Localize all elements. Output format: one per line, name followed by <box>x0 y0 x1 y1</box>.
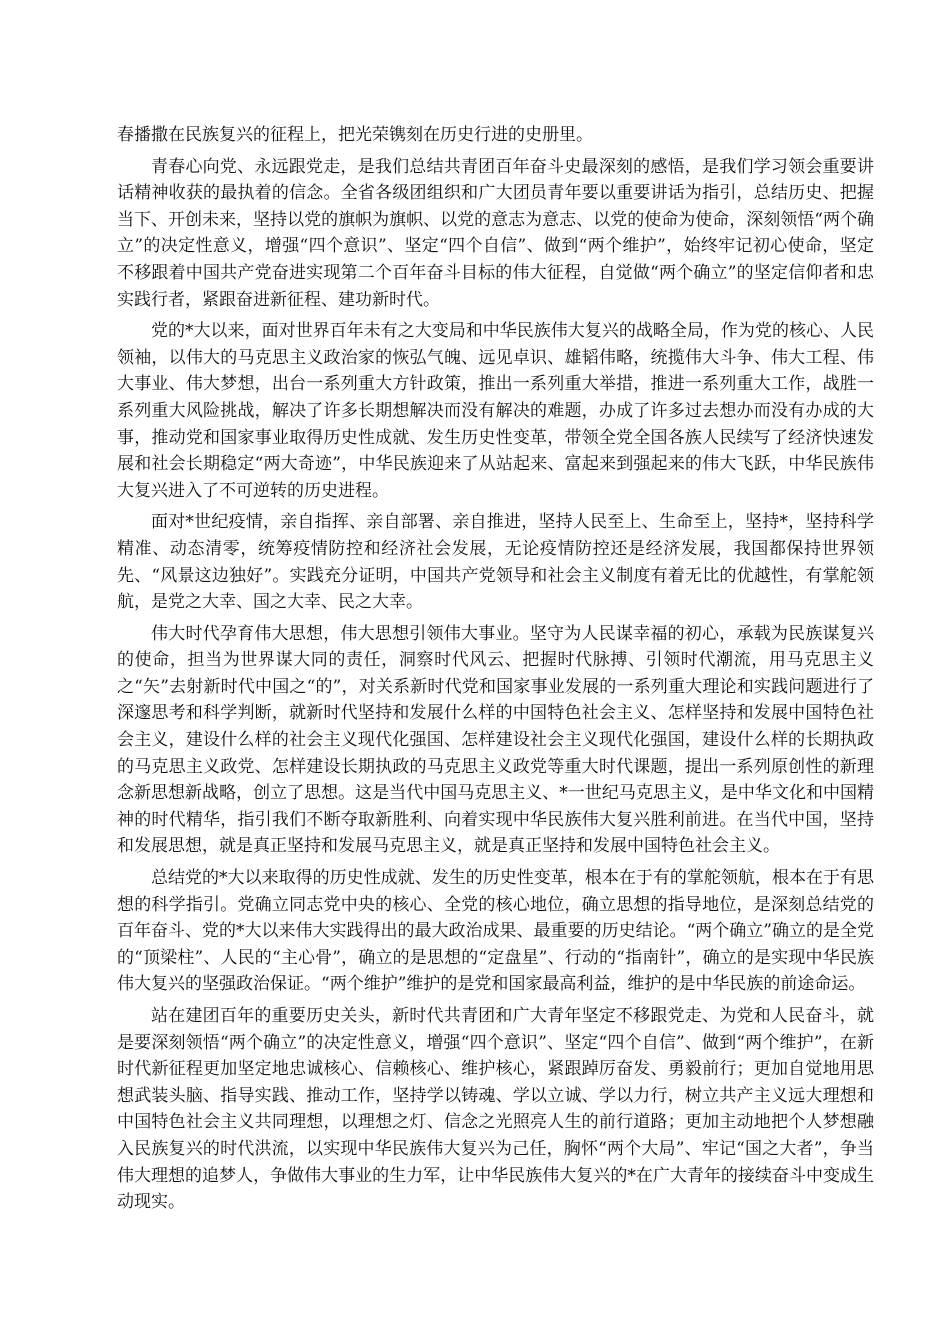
paragraph-6: 总结党的*大以来取得的历史性成就、发生的历史性变革，根本在于有的掌舵领航，根本在于有思想的科学指引。党确立同志党中央的核心、全党的核心地位，确立思想的指导地位，是深刻总结党的百年奋斗、党的*大以来伟大实践得出的最大政治成果、最重要的历史结论。“两个确立”确立的是全党的“顶梁柱”、人民的“主心骨”，确立的是思想的“定盘星”、行动的“指南针”，确立的是实现中华民族伟大复兴的坚强政治保证。“两个维护”维护的是党和国家最高利益，维护的是中华民族的前途命运。 <box>117 868 874 995</box>
document-body <box>117 122 874 1221</box>
paragraph-7: 站在建团百年的重要历史关头，新时代共青团和广大青年坚定不移跟党走、为党和人民奋斗，就是要深刻领悟“两个确立”的决定性意义，增强“四个意识”、坚定“四个自信”、做到“两个维护”，在新时代新征程更加坚定地忠诚核心、信赖核心、维护核心，紧跟踔厉奋发、勇毅前行；更加自觉地用思想武装头脑、指导实践、推动工作，坚持学以铸魂、学以立诚、学以力行，树立共产主义远大理想和中国特色社会主义共同理想，以理想之灯、信念之光照亮人生的前行道路；更加主动地把个人梦想融入民族复兴的时代洪流，以实现中华民族伟大复兴为己任，胸怀“两个大局”、牢记“国之大者”，争当伟大理想的追梦人，争做伟大事业的生力军，让中华民族伟大复兴的*在广大青年的接续奋斗中变成生动现实。 <box>117 1006 874 1213</box>
paragraph-2: 青春心向党、永远跟党走，是我们总结共青团百年奋斗史最深刻的感悟，是我们学习领会重要讲话精神收获的最执着的信念。全省各级团组织和广大团员青年要以重要讲话为指引，总结历史、把握当下、开创未来，坚持以党的旗帜为旗帜、以党的意志为意志、以党的使命为使命，深刻领悟“两个确立”的决定性意义，增强“四个意识”、坚定“四个自信”、做到“两个维护”，始终牢记初心使命，坚定不移跟着中国共产党奋进实现第二个百年奋斗目标的伟大征程，自觉做“两个确立”的坚定信仰者和忠实践行者，紧跟奋进新征程、建功新时代。 <box>117 156 874 310</box>
paragraph-5: 伟大时代孕育伟大思想，伟大思想引领伟大事业。坚守为人民谋幸福的初心，承载为民族谋复兴的使命，担当为世界谋大同的责任，洞察时代风云、把握时代脉搏、引领时代潮流，用马克思主义之“矢”去射新时代中国之“的”，对关系新时代党和国家事业发展的一系列重大理论和实践问题进行了深邃思考和科学判断，就新时代坚持和发展什么样的中国特色社会主义、怎样坚持和发展中国特色社会主义，建设什么样的社会主义现代化强国、怎样建设社会主义现代化强国，建设什么样的长期执政的马克思主义政党、怎样建设长期执政的马克思主义政党等重大时代课题，提出一系列原创性的新理念新思想新战略，创立了思想。这是当代中国马克思主义、*一世纪马克思主义，是中华文化和中国精神的时代精华，指引我们不断夺取新胜利、向着实现中华民族伟大复兴胜利前进。在当代中国，坚持和发展思想，就是真正坚持和发展马克思主义，就是真正坚持和发展中国特色社会主义。 <box>117 623 874 857</box>
paragraph-1: 春播撒在民族复兴的征程上，把光荣镌刻在历史行进的史册里。 <box>117 125 593 145</box>
paragraph-3: 党的*大以来，面对世界百年未有之大变局和中华民族伟大复兴的战略全局，作为党的核心、人民领袖，以伟大的马克思主义政治家的恢弘气魄、远见卓识、雄韬伟略，统揽伟大斗争、伟大工程、伟大事业、伟大梦想，出台一系列重大方针政策，推出一系列重大举措，推进一系列重大工作，战胜一系列重大风险挑战，解决了许多长期想解决而没有解决的难题，办成了许多过去想办而没有办成的大事，推动党和国家事业取得历史性成就、发生历史性变革，带领全党全国各族人民续写了经济快速发展和社会长期稳定“两大奇迹”，中华民族迎来了从站起来、富起来到强起来的伟大飞跃，中华民族伟大复兴进入了不可逆转的历史进程。 <box>117 321 874 501</box>
paragraph-4: 面对*世纪疫情，亲自指挥、亲自部署、亲自推进，坚持人民至上、生命至上，坚持*，坚持科学精准、动态清零，统筹疫情防控和经济社会发展，无论疫情防控还是经济发展，我国都保持世界领先、“风景这边独好”。实践充分证明，中国共产党领导和社会主义制度有着无比的优越性，有掌舵领航，是党之大幸、国之大幸、民之大幸。 <box>117 512 874 613</box>
